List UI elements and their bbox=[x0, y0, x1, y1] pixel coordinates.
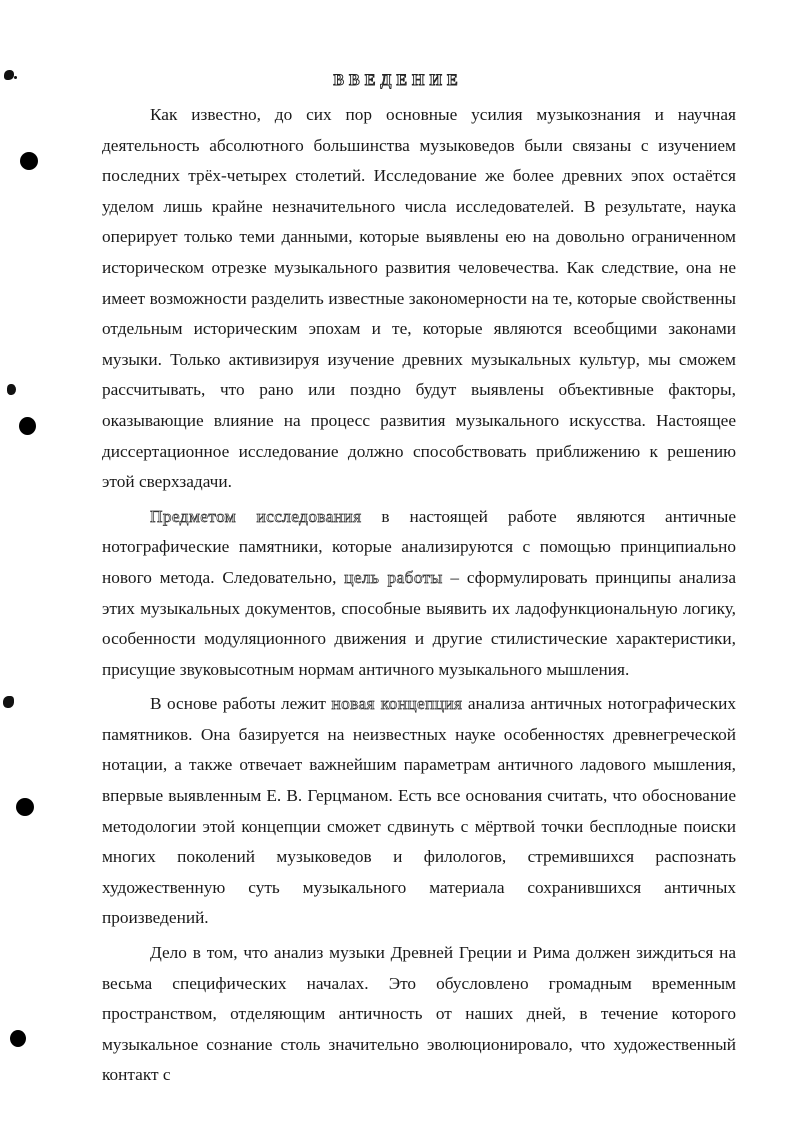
scan-mark bbox=[3, 696, 14, 708]
binder-hole bbox=[10, 1030, 26, 1047]
binder-hole bbox=[16, 798, 34, 816]
emphasized-term: Предметом исследования bbox=[150, 506, 362, 526]
emphasized-term: новая концепция bbox=[331, 694, 463, 714]
paragraph-text: Дело в том, что анализ музыки Древней Греции и Рима должен зиждиться на весьма специфических началах. Это обусловлено громадным временным пространством, отделяющим античность от наших дней, в течение которого музыкальное сознание столь значительно эволюционировало, что художественный контакт с bbox=[102, 943, 736, 1085]
emphasized-term: цель работы bbox=[344, 567, 443, 587]
paragraph bbox=[102, 938, 736, 1091]
paragraph bbox=[102, 100, 736, 498]
paragraph-text: В основе работы лежит bbox=[150, 694, 332, 714]
paragraph-text: Как известно, до сих пор основные усилия музыкознания и научная деятельность абсолютного большинства музыковедов были связаны с изучением последних трёх-четырех столетий. Исследование же более древних эпох остаётся уделом лишь крайне незначительного числа исследователей. В результате, наука оперирует только теми данными, которые выявлены ею на довольно ограниченном историческом отрезке музыкального развития человечества. Как следствие, она не имеет возможности разделить известные закономерности на те, которые свойственны отдельным историческим эпохам и те, которые являются всеобщими законами музыки. Только активизируя изучение древних музыкальных культур, мы сможем рассчитывать, что рано или поздно будут выявлены объективные факторы, оказывающие влияние на процесс развития музыкального искусства. Настоящее диссертационное исследование должно способствовать приближению к решению этой сверхзадачи. bbox=[102, 105, 736, 492]
paragraph-text: – сформулировать принципы анализа этих музыкальных документов, способные выявить их ладофункциональную логику, особенности модуляционного движения и другие стилистические характеристики, присущие звуковысотным нормам античного музыкального мышления. bbox=[102, 567, 736, 679]
paragraph bbox=[102, 502, 736, 686]
binder-hole bbox=[19, 417, 36, 435]
paragraph-text: в настоящей работе являются античные нотографические памятники, которые анализируются с помощью принципиально нового метода. Следовательно, bbox=[102, 506, 736, 587]
body-text bbox=[102, 100, 736, 1095]
paragraph bbox=[102, 689, 736, 934]
page-title: ВВЕДЕНИЕ bbox=[333, 72, 463, 89]
binder-hole bbox=[20, 152, 38, 170]
scan-mark bbox=[7, 384, 16, 395]
paragraph-text: анализа античных нотографических памятников. Она базируется на неизвестных науке особенностях древнегреческой нотации, а также отвечает важнейшим параметрам античного ладового мышления, впервые выявленным Е. В. Герцманом. Есть все основания считать, что обоснование методологии этой концепции сможет сдвинуть с мёртвой точки бесплодные поиски многих поколений музыковедов и филологов, стремившихся распознать художественную суть музыкального материала сохранившихся античных произведений. bbox=[102, 694, 736, 928]
